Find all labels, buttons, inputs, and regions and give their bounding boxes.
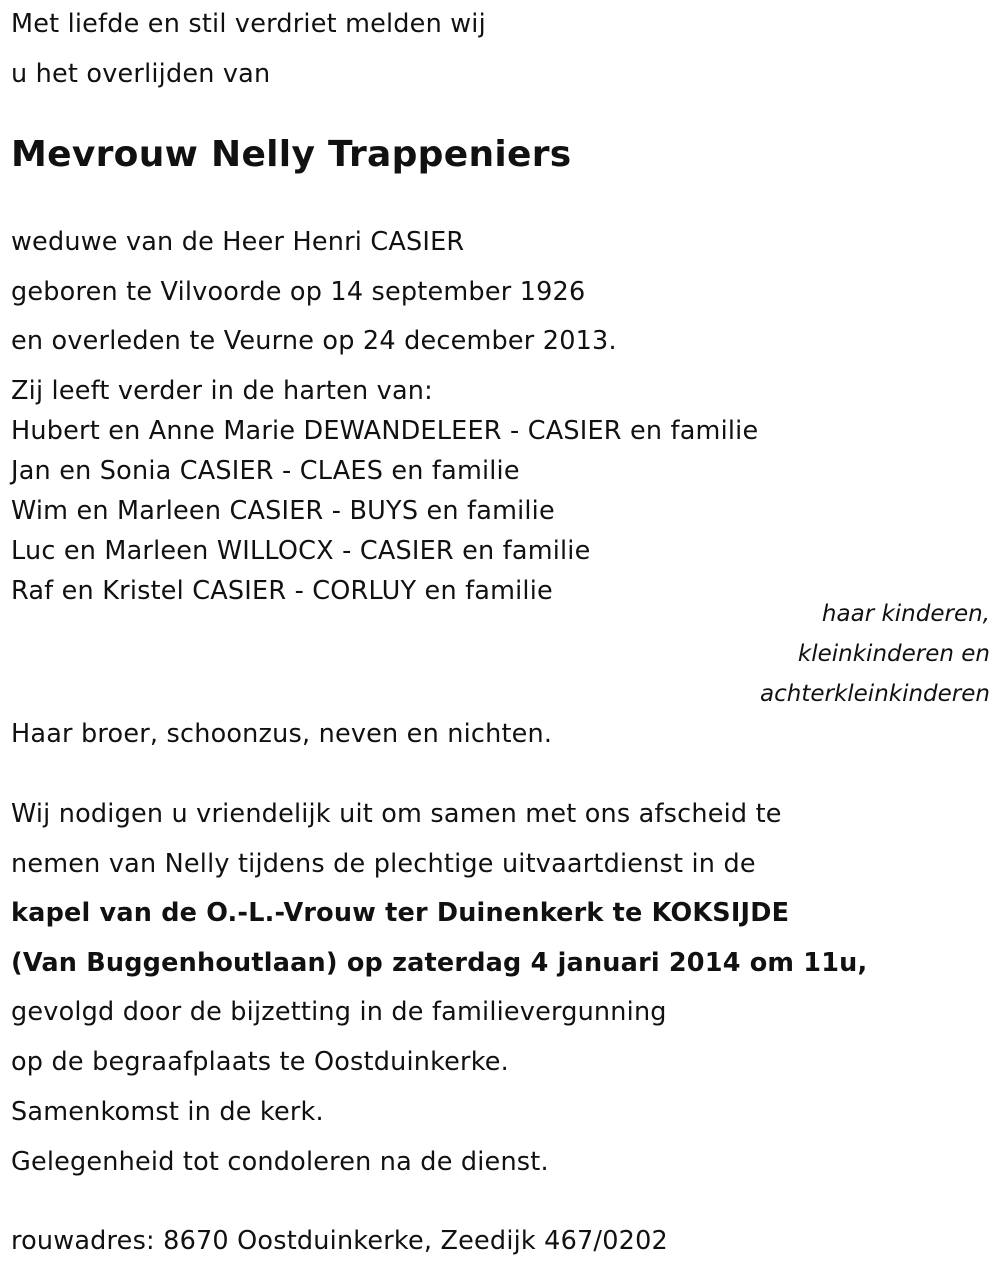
- relation-children: haar kinderen,: [821, 601, 990, 627]
- ceremony-location: kapel van de O.-L.-Vrouw ter Duinenkerk te KOKSIJDE: [11, 898, 790, 928]
- ceremony-date: (Van Buggenhoutlaan) op zaterdag 4 januari 2014 om 11u,: [11, 948, 868, 978]
- intro-line-1: Met liefde en stil verdriet melden wij: [11, 9, 486, 39]
- condolence-line: Gelegenheid tot condoleren na de dienst.: [11, 1147, 549, 1177]
- burial-line-2: op de begraafplaats te Oostduinkerke.: [11, 1047, 509, 1077]
- child-line: Jan en Sonia CASIER - CLAES en familie: [11, 456, 520, 486]
- invitation-line-1: Wij nodigen u vriendelijk uit om samen met ons afscheid te: [11, 799, 782, 829]
- burial-line-1: gevolgd door de bijzetting in de familievergunning: [11, 997, 667, 1027]
- detail-widow: weduwe van de Heer Henri CASIER: [11, 227, 465, 257]
- invitation-line-2: nemen van Nelly tijdens de plechtige uitvaartdienst in de: [11, 849, 756, 879]
- child-line: Luc en Marleen WILLOCX - CASIER en familie: [11, 536, 591, 566]
- child-line: Wim en Marleen CASIER - BUYS en familie: [11, 496, 555, 526]
- child-line: Hubert en Anne Marie DEWANDELEER - CASIER en familie: [11, 416, 759, 446]
- other-family: Haar broer, schoonzus, neven en nichten.: [11, 719, 553, 749]
- gathering-line: Samenkomst in de kerk.: [11, 1097, 324, 1127]
- survivors-intro: Zij leeft verder in de harten van:: [11, 376, 433, 406]
- detail-death: en overleden te Veurne op 24 december 2013.: [11, 326, 617, 356]
- deceased-name: Mevrouw Nelly Trappeniers: [11, 134, 572, 175]
- intro-line-2: u het overlijden van: [11, 59, 271, 89]
- mourning-address: rouwadres: 8670 Oostduinkerke, Zeedijk 467/0202: [11, 1226, 668, 1256]
- child-line: Raf en Kristel CASIER - CORLUY en familie: [11, 576, 553, 606]
- detail-birth: geboren te Vilvoorde op 14 september 1926: [11, 277, 586, 307]
- relation-grandchildren: kleinkinderen en: [797, 641, 990, 667]
- relation-great-grandchildren: achterkleinkinderen: [760, 681, 990, 707]
